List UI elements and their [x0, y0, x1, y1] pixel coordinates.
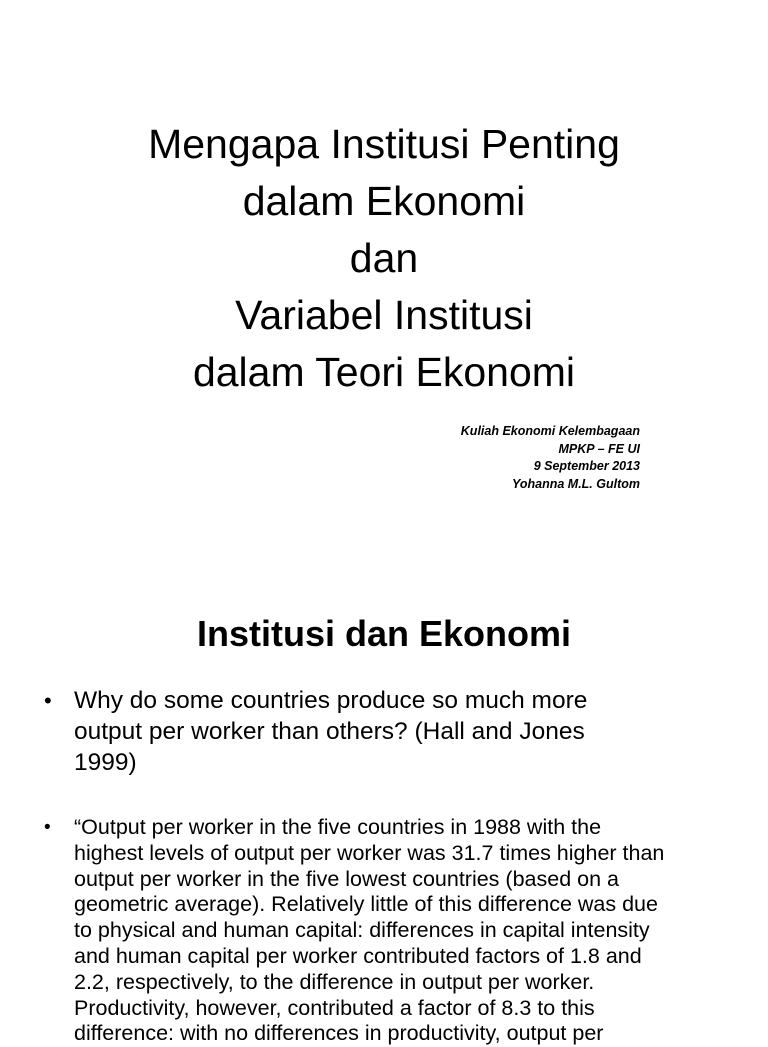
bullet-line: 2.2, respectively, to the difference in output per worker. — [74, 969, 595, 994]
bullet-line: output per worker in the five lowest countries (based on a — [74, 866, 619, 891]
slide-title — [0, 116, 768, 401]
bullet-item — [44, 685, 728, 778]
title-line: dalam Ekonomi — [242, 178, 526, 224]
bullet-marker: • — [44, 817, 51, 838]
bullet-line: geometric average). Relatively little of this difference was due — [74, 892, 658, 917]
bullet-item — [44, 815, 728, 1047]
bullet-text — [74, 685, 728, 778]
bullet-line: highest levels of output per worker was 31.7 times higher than — [74, 840, 665, 865]
slide-heading: Institusi dan Ekonomi — [196, 613, 572, 654]
bullet-line: “Output per worker in the five countries in 1988 with the — [74, 815, 602, 839]
bullet-text — [74, 815, 728, 1047]
author-name: Yohanna M.L. Gultom — [511, 476, 640, 491]
program-name: MPKP – FE UI — [558, 441, 640, 456]
course-info — [461, 423, 640, 493]
title-line: dan — [349, 235, 419, 281]
bullet-line: and human capital per worker contributed factors of 1.8 and — [74, 943, 642, 968]
bullet-marker: • — [44, 688, 52, 713]
bullet-line: output per worker than others? (Hall and Jones — [74, 718, 585, 745]
bullet-line: Why do some countries produce so much more — [74, 687, 588, 714]
lecture-date: 9 September 2013 — [533, 459, 640, 473]
title-line: dalam Teori Ekonomi — [192, 349, 576, 395]
title-line: Mengapa Institusi Penting — [148, 121, 620, 167]
course-name: Kuliah Ekonomi Kelembagaan — [460, 424, 640, 438]
title-line: Variabel Institusi — [235, 292, 533, 338]
bullet-line: difference: with no differences in productivity, output per — [74, 1021, 604, 1046]
content-slide — [0, 575, 768, 1046]
bullet-line: Productivity, however, contributed a factor of 8.3 to this — [74, 995, 595, 1020]
bullet-line: to physical and human capital: differences in capital intensity — [74, 918, 650, 943]
bullet-line: 1999) — [74, 749, 137, 776]
